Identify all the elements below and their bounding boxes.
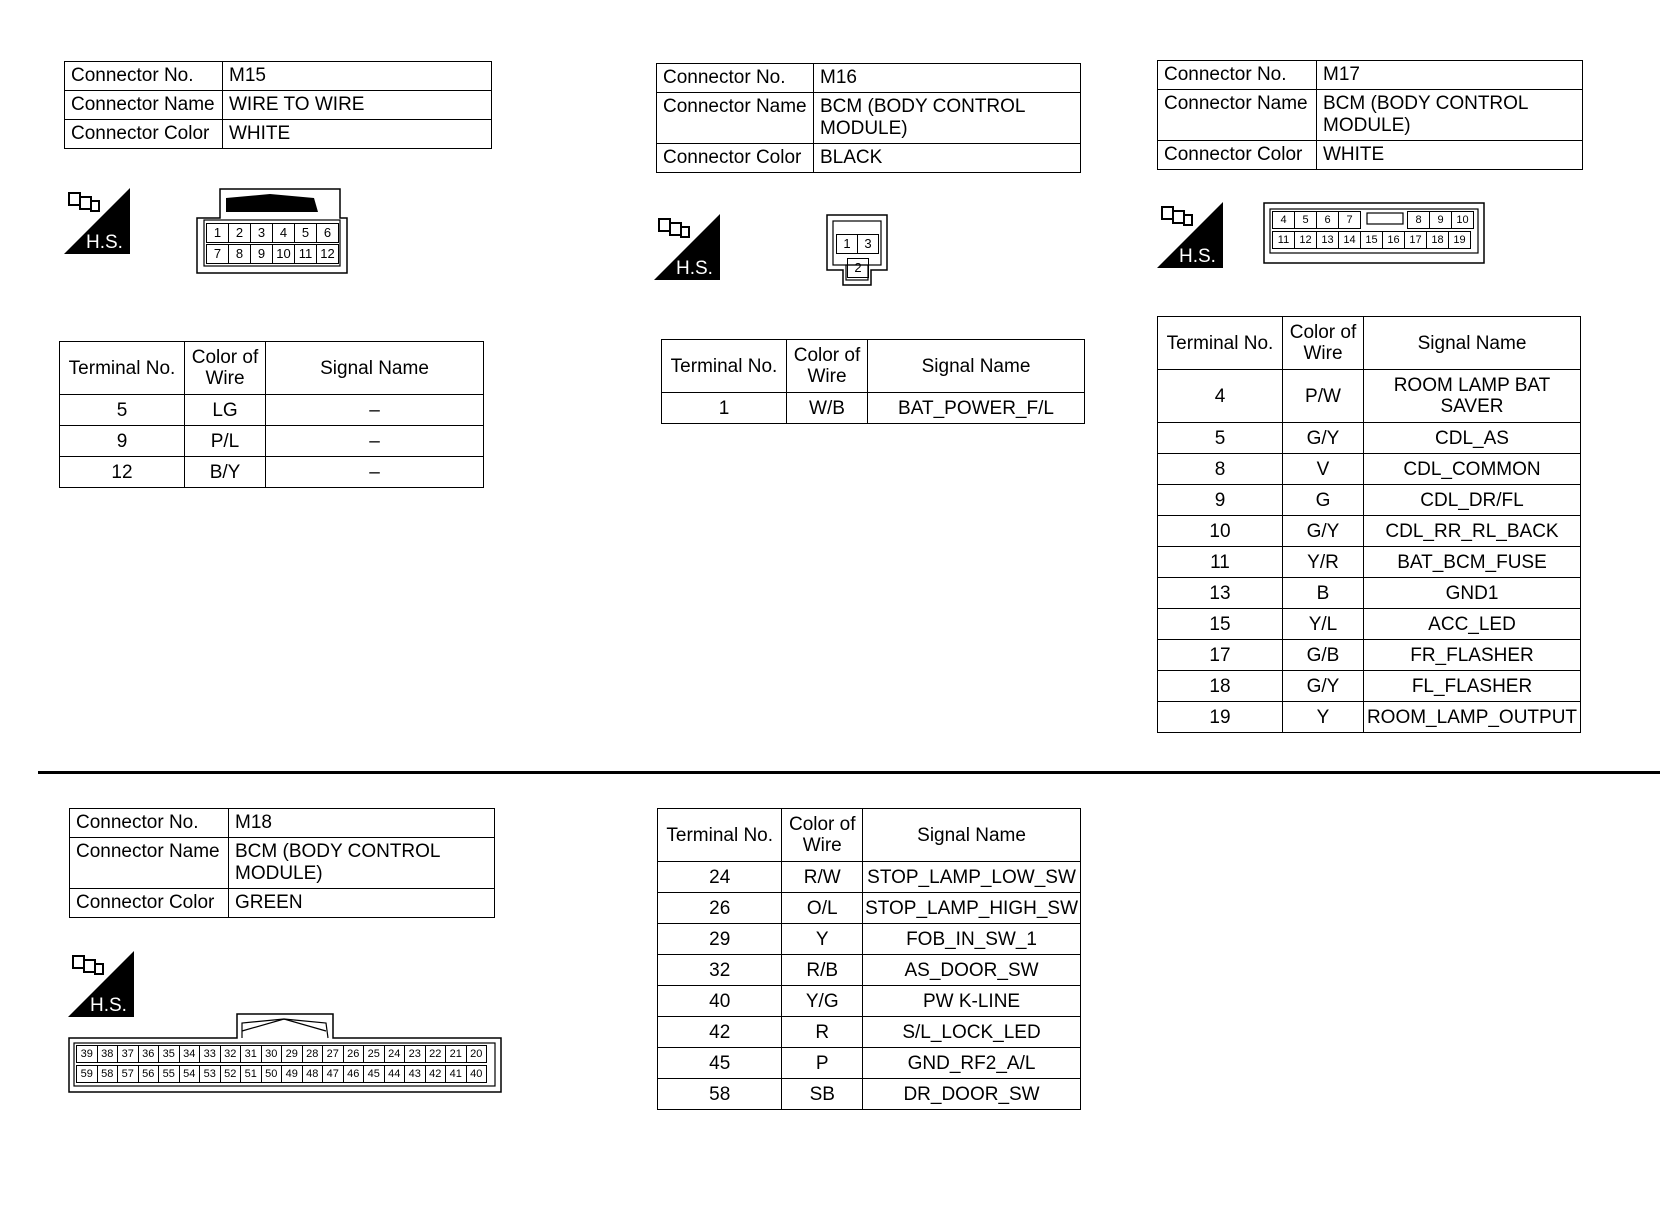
table-row bbox=[1158, 485, 1581, 516]
pin: 53 bbox=[199, 1065, 221, 1083]
info-value: WIRE TO WIRE bbox=[223, 91, 492, 120]
pin: 44 bbox=[384, 1065, 406, 1083]
signal-name: CDL_COMMON bbox=[1364, 454, 1581, 485]
table-row bbox=[658, 955, 1081, 986]
table-header-row bbox=[60, 342, 484, 395]
info-row bbox=[65, 62, 492, 91]
pin: 45 bbox=[363, 1065, 385, 1083]
terminal-no: 29 bbox=[658, 924, 782, 955]
info-value: BCM (BODY CONTROL MODULE) bbox=[1317, 90, 1583, 141]
signal-name: FL_FLASHER bbox=[1364, 671, 1581, 702]
table-row bbox=[60, 426, 484, 457]
wire-color: R/B bbox=[782, 955, 863, 986]
pin: 47 bbox=[322, 1065, 344, 1083]
info-label: Connector Name bbox=[657, 93, 814, 144]
table-row bbox=[1158, 547, 1581, 578]
harness-side-icon bbox=[64, 188, 130, 254]
terminal-no: 9 bbox=[60, 426, 185, 457]
pin: 25 bbox=[363, 1045, 385, 1063]
hs-label: H.S. bbox=[86, 232, 123, 253]
table-row bbox=[658, 1017, 1081, 1048]
info-label: Connector Name bbox=[1158, 90, 1317, 141]
info-row bbox=[1158, 90, 1583, 141]
harness-side-icon bbox=[654, 214, 720, 280]
signal-name: FOB_IN_SW_1 bbox=[863, 924, 1081, 955]
terminal-no: 26 bbox=[658, 893, 782, 924]
terminal-no: 9 bbox=[1158, 485, 1283, 516]
pin: 24 bbox=[384, 1045, 406, 1063]
table-row bbox=[658, 1048, 1081, 1079]
terminal-no: 5 bbox=[1158, 423, 1283, 454]
pin: 1 bbox=[836, 234, 858, 254]
table-row bbox=[662, 393, 1085, 424]
terminal-no: 11 bbox=[1158, 547, 1283, 578]
info-label: Connector Color bbox=[65, 120, 223, 149]
table-row bbox=[658, 924, 1081, 955]
pin: 8 bbox=[228, 244, 251, 264]
pin: 17 bbox=[1404, 231, 1427, 249]
pin: 2 bbox=[847, 258, 869, 278]
table-row bbox=[60, 457, 484, 488]
pin: 38 bbox=[97, 1045, 119, 1063]
pin: 18 bbox=[1426, 231, 1449, 249]
signal-name: STOP_LAMP_LOW_SW bbox=[863, 862, 1081, 893]
table-row bbox=[658, 862, 1081, 893]
info-row bbox=[1158, 61, 1583, 90]
signal-name: ROOM_LAMP_OUTPUT bbox=[1364, 702, 1581, 733]
pin: 13 bbox=[1316, 231, 1339, 249]
m18-connector-info bbox=[69, 808, 495, 918]
pin: 46 bbox=[343, 1065, 365, 1083]
pin: 37 bbox=[117, 1045, 139, 1063]
info-row bbox=[70, 838, 495, 889]
info-value: BCM (BODY CONTROL MODULE) bbox=[814, 93, 1081, 144]
signal-name: PW K-LINE bbox=[863, 986, 1081, 1017]
info-label: Connector Color bbox=[657, 144, 814, 173]
signal-name: S/L_LOCK_LED bbox=[863, 1017, 1081, 1048]
info-label: Connector No. bbox=[70, 809, 229, 838]
table-row bbox=[1158, 578, 1581, 609]
pin: 7 bbox=[1338, 211, 1361, 229]
table-row bbox=[1158, 454, 1581, 485]
wire-color: SB bbox=[782, 1079, 863, 1110]
info-value: WHITE bbox=[223, 120, 492, 149]
header-signal-name: Signal Name bbox=[1364, 317, 1581, 370]
pin-row-top bbox=[206, 223, 338, 243]
signal-name: GND_RF2_A/L bbox=[863, 1048, 1081, 1079]
info-label: Connector No. bbox=[65, 62, 223, 91]
pin: 58 bbox=[97, 1065, 119, 1083]
m17-terminal-table bbox=[1157, 316, 1581, 733]
terminal-no: 5 bbox=[60, 395, 185, 426]
pin: 10 bbox=[272, 244, 295, 264]
signal-name: AS_DOOR_SW bbox=[863, 955, 1081, 986]
pin: 15 bbox=[1360, 231, 1383, 249]
pin: 39 bbox=[76, 1045, 98, 1063]
signal-name: CDL_DR/FL bbox=[1364, 485, 1581, 516]
wire-color: Y/L bbox=[1283, 609, 1364, 640]
table-row bbox=[60, 395, 484, 426]
info-value: M15 bbox=[223, 62, 492, 91]
pin: 19 bbox=[1448, 231, 1471, 249]
pin: 4 bbox=[272, 223, 295, 243]
pin: 16 bbox=[1382, 231, 1405, 249]
wire-color: R bbox=[782, 1017, 863, 1048]
terminal-no: 58 bbox=[658, 1079, 782, 1110]
pin-row-bottom bbox=[76, 1065, 486, 1083]
terminal-no: 10 bbox=[1158, 516, 1283, 547]
wire-color: P/W bbox=[1283, 370, 1364, 423]
info-label: Connector No. bbox=[1158, 61, 1317, 90]
m16-connector-info bbox=[656, 63, 1081, 173]
terminal-no: 45 bbox=[658, 1048, 782, 1079]
header-signal-name: Signal Name bbox=[266, 342, 484, 395]
wire-color: R/W bbox=[782, 862, 863, 893]
wire-color: G/Y bbox=[1283, 423, 1364, 454]
wire-color: B bbox=[1283, 578, 1364, 609]
pin: 1 bbox=[206, 223, 229, 243]
signal-name: – bbox=[266, 426, 484, 457]
signal-name: BAT_BCM_FUSE bbox=[1364, 547, 1581, 578]
table-row bbox=[658, 986, 1081, 1017]
wire-color: LG bbox=[185, 395, 266, 426]
pin: 27 bbox=[322, 1045, 344, 1063]
pin: 11 bbox=[294, 244, 317, 264]
pin: 3 bbox=[857, 234, 879, 254]
signal-name: BAT_POWER_F/L bbox=[868, 393, 1085, 424]
terminal-no: 19 bbox=[1158, 702, 1283, 733]
info-label: Connector Color bbox=[1158, 141, 1317, 170]
terminal-no: 17 bbox=[1158, 640, 1283, 671]
pin-row-top bbox=[836, 234, 878, 254]
header-wire-color: Color of Wire bbox=[782, 809, 863, 862]
pin: 5 bbox=[1294, 211, 1317, 229]
pin: 59 bbox=[76, 1065, 98, 1083]
terminal-no: 4 bbox=[1158, 370, 1283, 423]
header-wire-color: Color of Wire bbox=[787, 340, 868, 393]
m17-connector-face bbox=[1263, 202, 1485, 264]
header-terminal-no: Terminal No. bbox=[662, 340, 787, 393]
pin-row-bottom bbox=[206, 244, 338, 264]
pin: 7 bbox=[206, 244, 229, 264]
info-row bbox=[70, 809, 495, 838]
m15-connector-info bbox=[64, 61, 492, 149]
signal-name: – bbox=[266, 395, 484, 426]
info-row bbox=[657, 64, 1081, 93]
m16-terminal-table bbox=[661, 339, 1085, 424]
wire-color: O/L bbox=[782, 893, 863, 924]
signal-name: CDL_RR_RL_BACK bbox=[1364, 516, 1581, 547]
info-label: Connector No. bbox=[657, 64, 814, 93]
pin: 29 bbox=[281, 1045, 303, 1063]
info-row bbox=[657, 144, 1081, 173]
wire-color: G/Y bbox=[1283, 671, 1364, 702]
harness-side-icon bbox=[68, 951, 134, 1017]
pin: 2 bbox=[228, 223, 251, 243]
pin: 55 bbox=[158, 1065, 180, 1083]
pin: 34 bbox=[179, 1045, 201, 1063]
pin-row-top bbox=[76, 1045, 486, 1063]
signal-name: – bbox=[266, 457, 484, 488]
pin: 26 bbox=[343, 1045, 365, 1063]
m18-terminal-table bbox=[657, 808, 1081, 1110]
m18-connector-face bbox=[68, 1013, 502, 1093]
pin-row-bottom bbox=[847, 258, 868, 278]
signal-name: GND1 bbox=[1364, 578, 1581, 609]
signal-name: FR_FLASHER bbox=[1364, 640, 1581, 671]
terminal-no: 12 bbox=[60, 457, 185, 488]
pin: 9 bbox=[1429, 211, 1452, 229]
wire-color: G/B bbox=[1283, 640, 1364, 671]
pin: 43 bbox=[404, 1065, 426, 1083]
table-header-row bbox=[1158, 317, 1581, 370]
signal-name: CDL_AS bbox=[1364, 423, 1581, 454]
terminal-no: 13 bbox=[1158, 578, 1283, 609]
pin: 31 bbox=[240, 1045, 262, 1063]
pin: 42 bbox=[425, 1065, 447, 1083]
terminal-no: 18 bbox=[1158, 671, 1283, 702]
pin: 40 bbox=[466, 1065, 488, 1083]
table-row bbox=[1158, 640, 1581, 671]
wire-color: Y/G bbox=[782, 986, 863, 1017]
pin: 3 bbox=[250, 223, 273, 243]
info-value: BCM (BODY CONTROL MODULE) bbox=[229, 838, 495, 889]
pin: 6 bbox=[316, 223, 339, 243]
pin: 48 bbox=[302, 1065, 324, 1083]
pin: 28 bbox=[302, 1045, 324, 1063]
info-row bbox=[657, 93, 1081, 144]
header-signal-name: Signal Name bbox=[863, 809, 1081, 862]
pin: 54 bbox=[179, 1065, 201, 1083]
pin-row-bottom bbox=[1272, 231, 1470, 249]
wire-color: W/B bbox=[787, 393, 868, 424]
pin: 32 bbox=[220, 1045, 242, 1063]
wire-color: G bbox=[1283, 485, 1364, 516]
pin-row-top-left bbox=[1272, 211, 1360, 229]
pin: 8 bbox=[1407, 211, 1430, 229]
pin: 23 bbox=[404, 1045, 426, 1063]
pin: 30 bbox=[261, 1045, 283, 1063]
info-label: Connector Color bbox=[70, 889, 229, 918]
table-row bbox=[1158, 423, 1581, 454]
pin: 56 bbox=[138, 1065, 160, 1083]
hs-label: H.S. bbox=[90, 995, 127, 1016]
info-value: WHITE bbox=[1317, 141, 1583, 170]
info-value: M18 bbox=[229, 809, 495, 838]
info-value: M17 bbox=[1317, 61, 1583, 90]
pin: 9 bbox=[250, 244, 273, 264]
signal-name: STOP_LAMP_HIGH_SW bbox=[863, 893, 1081, 924]
pin: 12 bbox=[316, 244, 339, 264]
info-label: Connector Name bbox=[70, 838, 229, 889]
info-row bbox=[65, 91, 492, 120]
header-terminal-no: Terminal No. bbox=[60, 342, 185, 395]
pin: 52 bbox=[220, 1065, 242, 1083]
info-value: GREEN bbox=[229, 889, 495, 918]
wire-color: Y bbox=[1283, 702, 1364, 733]
info-value: M16 bbox=[814, 64, 1081, 93]
pin: 11 bbox=[1272, 231, 1295, 249]
wire-color: G/Y bbox=[1283, 516, 1364, 547]
terminal-no: 32 bbox=[658, 955, 782, 986]
wire-color: Y/R bbox=[1283, 547, 1364, 578]
table-row bbox=[1158, 671, 1581, 702]
pin: 49 bbox=[281, 1065, 303, 1083]
table-header-row bbox=[658, 809, 1081, 862]
m16-connector-face bbox=[826, 214, 888, 286]
header-signal-name: Signal Name bbox=[868, 340, 1085, 393]
harness-side-icon bbox=[1157, 202, 1223, 268]
signal-name: ACC_LED bbox=[1364, 609, 1581, 640]
table-row bbox=[1158, 609, 1581, 640]
pin-row-top-right bbox=[1407, 211, 1473, 229]
table-row bbox=[1158, 370, 1581, 423]
info-row bbox=[1158, 141, 1583, 170]
pin: 22 bbox=[425, 1045, 447, 1063]
pin: 57 bbox=[117, 1065, 139, 1083]
pin: 5 bbox=[294, 223, 317, 243]
header-wire-color: Color of Wire bbox=[1283, 317, 1364, 370]
info-row bbox=[70, 889, 495, 918]
pin: 4 bbox=[1272, 211, 1295, 229]
table-row bbox=[658, 893, 1081, 924]
terminal-no: 42 bbox=[658, 1017, 782, 1048]
wire-color: V bbox=[1283, 454, 1364, 485]
terminal-no: 24 bbox=[658, 862, 782, 893]
table-row bbox=[1158, 702, 1581, 733]
terminal-no: 15 bbox=[1158, 609, 1283, 640]
pin: 41 bbox=[445, 1065, 467, 1083]
pin: 6 bbox=[1316, 211, 1339, 229]
wire-color: Y bbox=[782, 924, 863, 955]
wire-color: B/Y bbox=[185, 457, 266, 488]
table-header-row bbox=[662, 340, 1085, 393]
pin: 10 bbox=[1451, 211, 1474, 229]
header-terminal-no: Terminal No. bbox=[1158, 317, 1283, 370]
table-row bbox=[658, 1079, 1081, 1110]
info-label: Connector Name bbox=[65, 91, 223, 120]
pin: 14 bbox=[1338, 231, 1361, 249]
terminal-no: 1 bbox=[662, 393, 787, 424]
terminal-no: 8 bbox=[1158, 454, 1283, 485]
pin: 36 bbox=[138, 1045, 160, 1063]
wire-color: P bbox=[782, 1048, 863, 1079]
pin: 35 bbox=[158, 1045, 180, 1063]
m15-connector-face bbox=[196, 188, 348, 274]
pin: 33 bbox=[199, 1045, 221, 1063]
hs-label: H.S. bbox=[1179, 246, 1216, 267]
pin: 21 bbox=[445, 1045, 467, 1063]
info-row bbox=[65, 120, 492, 149]
wire-color: P/L bbox=[185, 426, 266, 457]
header-wire-color: Color of Wire bbox=[185, 342, 266, 395]
header-terminal-no: Terminal No. bbox=[658, 809, 782, 862]
pin: 51 bbox=[240, 1065, 262, 1083]
section-divider bbox=[38, 771, 1660, 774]
m17-connector-info bbox=[1157, 60, 1583, 170]
pin: 50 bbox=[261, 1065, 283, 1083]
hs-label: H.S. bbox=[676, 258, 713, 279]
info-value: BLACK bbox=[814, 144, 1081, 173]
pin: 20 bbox=[466, 1045, 488, 1063]
table-row bbox=[1158, 516, 1581, 547]
signal-name: ROOM LAMP BAT SAVER bbox=[1364, 370, 1581, 423]
terminal-no: 40 bbox=[658, 986, 782, 1017]
pin: 12 bbox=[1294, 231, 1317, 249]
m15-terminal-table bbox=[59, 341, 484, 488]
signal-name: DR_DOOR_SW bbox=[863, 1079, 1081, 1110]
